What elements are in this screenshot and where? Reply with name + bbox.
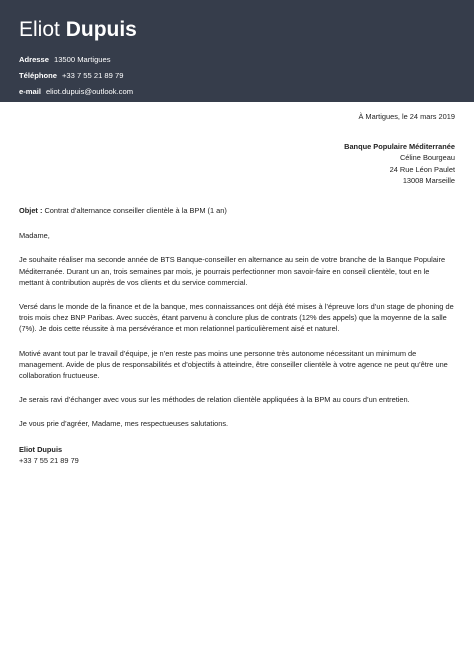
email-label: e-mail [19, 87, 41, 96]
paragraph-4: Je serais ravi d’échanger avec vous sur les méthodes de relation clientèle appliquées à la BPM au cours d’un entretien. [19, 395, 410, 405]
phone-value: +33 7 55 21 89 79 [61, 71, 124, 80]
header-banner [0, 0, 474, 102]
greeting: Madame, [19, 231, 50, 241]
recipient-block [19, 141, 455, 186]
object-text: Contrat d’alternance conseiller clientèle à la BPM (1 an) [44, 206, 227, 216]
closing-line: Je vous prie d’agréer, Madame, mes respectueuses salutations. [19, 419, 229, 429]
recipient-street: 24 Rue Léon Paulet [389, 164, 455, 174]
paragraph-3: Motivé avant tout par le travail d’équipe, je n’en reste pas moins une personne très autonome nécessitant un minimum de management. Avide de plus de responsabilités et d’objectifs à atteindre, être conseiller clientèle à votre agence ne peut qu’être une collaboration fructueuse. [19, 348, 448, 381]
signature-phone: +33 7 55 21 89 79 [19, 455, 79, 465]
recipient-city: 13008 Marseille [402, 175, 455, 185]
signature-block [19, 444, 455, 466]
address-value: 13500 Martigues [53, 55, 111, 64]
recipient-company: Banque Populaire Méditerranée [344, 142, 455, 152]
last-name: Dupuis [65, 18, 137, 41]
object-label: Objet : [19, 206, 43, 216]
address-label: Adresse [19, 55, 49, 64]
date-line: À Martigues, le 24 mars 2019 [358, 112, 455, 121]
object-line [19, 205, 455, 216]
paragraph-1: Je souhaite réaliser ma seconde année de BTS Banque-conseiller en alternance au sein de votre branche de la Banque Populaire Méditerranée. Durant un an, trois semaines par mois, je pourrais perfectionner mon savoir-faire en conseil clientèle, tout en le mettant à contribution auprès de vos clients et du service commercial. [19, 255, 446, 287]
applicant-name [19, 17, 455, 43]
first-name: Eliot [19, 18, 60, 41]
recipient-contact: Céline Bourgeau [399, 153, 455, 163]
letter-body [0, 111, 474, 466]
address-row [19, 55, 455, 64]
signature-name: Eliot Dupuis [19, 444, 63, 454]
phone-row [19, 71, 455, 80]
email-value[interactable]: eliot.dupuis@outlook.com [45, 87, 134, 96]
paragraph-2: Versé dans le monde de la finance et de la banque, mes connaissances ont déjà été mises à l’épreuve lors d’un stage de phoning de trois mois chez BNP Paribas. Avec succès, étant parvenu à conclure plus de contrats (12% des appels) que la moyenne de la salle (7%). Je dois cette réussite à ma persévérance et mon relationnel particulièrement aisé et naturel. [19, 302, 454, 334]
email-row [19, 87, 455, 96]
phone-label: Téléphone [19, 71, 57, 80]
